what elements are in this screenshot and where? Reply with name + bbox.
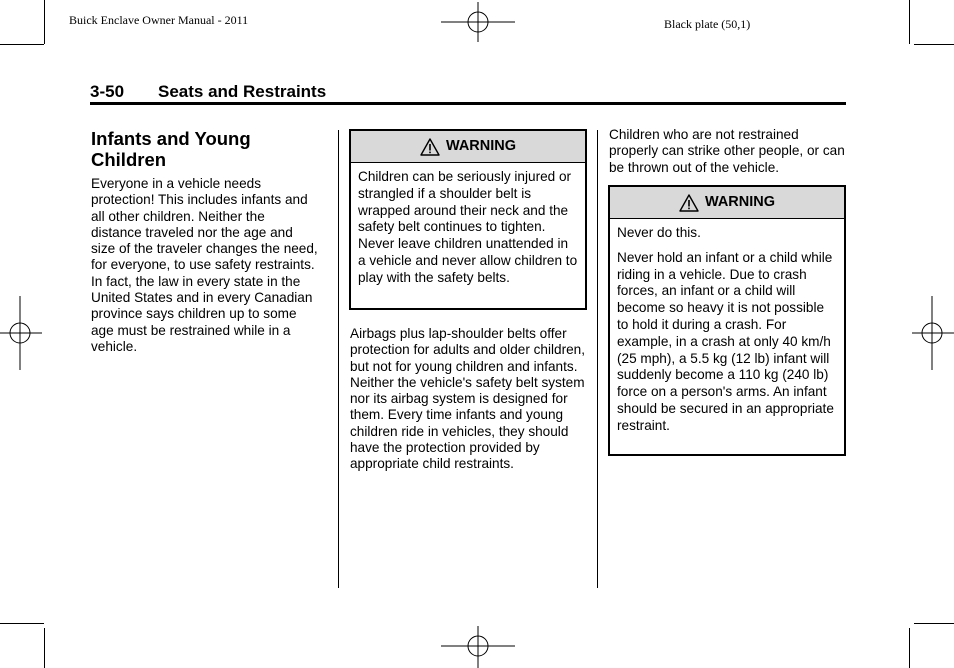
plate-label: Black plate (50,1)	[664, 17, 751, 31]
column-divider	[338, 130, 339, 588]
crop-mark	[0, 44, 44, 45]
page-heading: Infants and Young Children	[91, 128, 251, 170]
page-number: 3-50	[90, 82, 125, 101]
crop-mark	[914, 623, 954, 624]
warning-header	[351, 131, 585, 163]
warning-text: Never do this.	[617, 225, 701, 240]
crop-mark	[909, 0, 910, 44]
warning-text: Never hold an infant or a child while riding in a vehicle. Due to crash forces, an infant or a child will become so heavy it is not possible to hold it during a crash. For example, in a crash at only 40 km/h (25 mph), a 5.5 kg (12 lb) infant will suddenly become a 110 kg (240 lb) force on a person's arms. An infant should be secured in an appropriate restraint.	[617, 249, 834, 433]
section-header	[90, 82, 846, 105]
warning-body	[610, 219, 844, 441]
body-paragraph: Airbags plus lap-shoulder belts offer protection for adults and older children, but not for young children and infants. Neither the vehicle's safety belt system nor its airbag system is designed for them. Every time infants and young children ride in vehicles, they should have the protection provided by appropriate child restraints.	[350, 326, 586, 472]
column-1	[91, 128, 319, 355]
body-paragraph: Everyone in a vehicle needs protection! This includes infants and all other children. Neither the distance traveled nor the age and size of the traveler changes the need, for everyone, to use safety restraints. In fact, the law in every state in the United States and in every Canadian province says children up to some age must be restrained while in a vehicle.	[91, 176, 318, 354]
column-2-body	[350, 326, 588, 473]
warning-header	[610, 187, 844, 219]
section-title: Seats and Restraints	[158, 82, 327, 101]
column-divider	[597, 130, 598, 588]
registration-target-icon	[912, 296, 954, 370]
registration-target-icon	[0, 296, 42, 370]
registration-target-icon	[441, 626, 515, 668]
warning-box	[608, 185, 846, 456]
exclamation-warning-icon	[420, 138, 440, 156]
crop-mark	[909, 628, 910, 668]
warning-text: Children can be seriously injured or strangled if a shoulder belt is wrapped around their neck and the safety belt continues to tighten. Never leave children unattended in a vehicle and never allow children to play with the safety belts.	[358, 169, 578, 285]
manual-title: Buick Enclave Owner Manual - 2011	[69, 13, 249, 27]
crop-mark	[44, 628, 45, 668]
warning-box	[349, 129, 587, 310]
warning-label: WARNING	[704, 194, 776, 211]
column-3-intro	[609, 127, 845, 176]
exclamation-warning-icon	[679, 194, 699, 212]
warning-label: WARNING	[445, 138, 517, 155]
crop-mark	[914, 44, 954, 45]
registration-target-icon	[441, 2, 515, 42]
warning-body	[351, 163, 585, 293]
crop-mark	[0, 623, 44, 624]
body-paragraph: Children who are not restrained properly can strike other people, or can be thrown out of the vehicle.	[609, 127, 845, 175]
crop-mark	[44, 0, 45, 44]
